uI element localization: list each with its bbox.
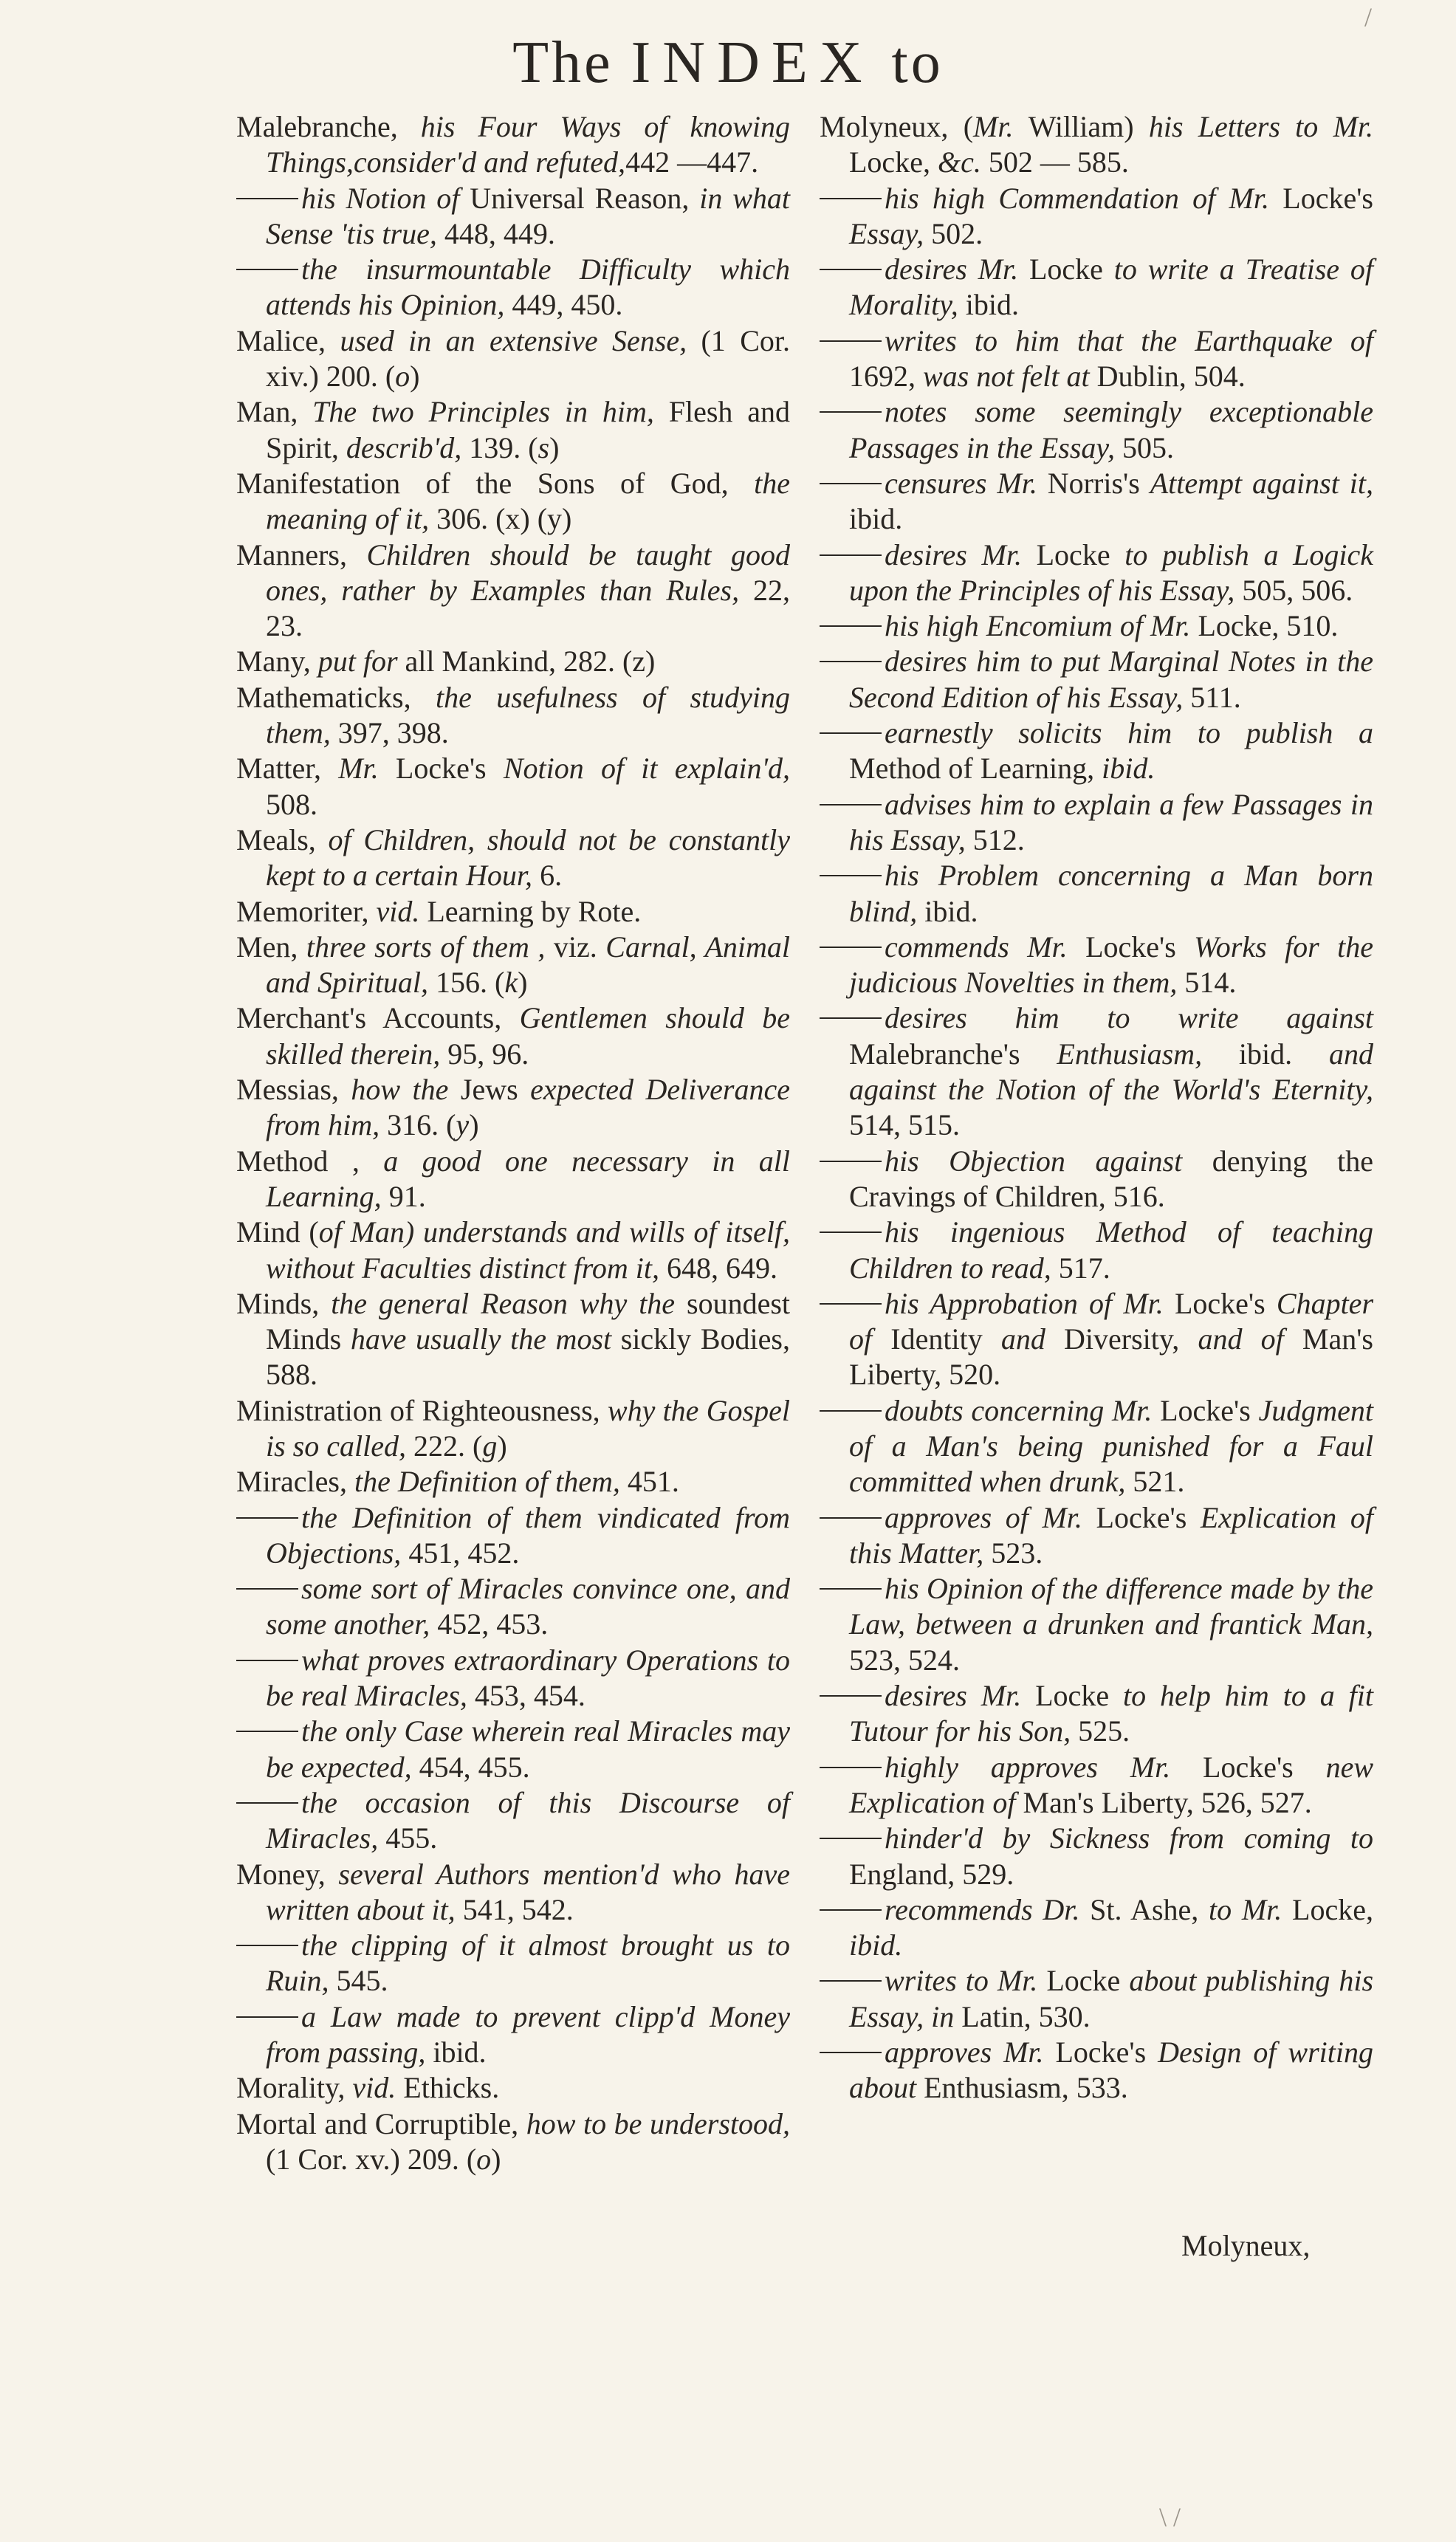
entry-text: ibid. — [1238, 1037, 1329, 1071]
entry-text: desires him to write against — [885, 1001, 1373, 1035]
entry-text: 505. — [1122, 430, 1174, 464]
index-entry — [236, 1393, 790, 1465]
index-subentry — [820, 1500, 1373, 1572]
entry-text: Money, — [236, 1857, 339, 1891]
entry-text: Carnal, Animal and Spiritual, — [266, 930, 791, 1000]
entry-text: 525. — [1078, 1714, 1130, 1748]
index-subentry — [820, 1750, 1373, 1821]
entry-text: Essay, — [849, 216, 932, 250]
entry-text: Mr. — [338, 752, 396, 786]
entry-text: his high Encomium of Mr. — [885, 609, 1198, 643]
entry-text: the occasion of this Discourse of Miracles, — [266, 1785, 790, 1855]
entry-text: Norris's — [1047, 466, 1150, 500]
entry-text: Notion of it explain'd, — [503, 752, 791, 786]
entry-text: Design of writing about — [849, 2036, 1374, 2105]
index-entry — [236, 1215, 790, 1286]
index-subentry — [820, 394, 1373, 466]
entry-text: 451. — [627, 1465, 679, 1499]
entry-text: 1692, — [849, 360, 923, 394]
entry-text: Locke's — [1282, 181, 1373, 215]
index-entry — [236, 2070, 790, 2106]
entry-text: 517. — [1058, 1251, 1110, 1285]
entry-text: desires Mr. — [885, 537, 1037, 571]
entry-text: several Authors mention'd who have written about it, — [266, 1857, 790, 1926]
entry-text: Enthusiasm, 533. — [924, 2071, 1128, 2105]
entry-text: Memoriter, — [236, 894, 377, 928]
entry-text: Ethicks. — [403, 2071, 500, 2105]
index-subentry — [820, 644, 1373, 715]
entry-text: Locke — [1035, 1679, 1123, 1713]
entry-text: 514. — [1184, 966, 1237, 1000]
entry-text: the Definition of them vindicated from Objections, — [266, 1500, 790, 1570]
index-subentry — [236, 252, 790, 323]
entry-text: Messias, — [236, 1073, 351, 1107]
index-entry — [236, 751, 790, 822]
ditto-dash — [820, 1838, 882, 1839]
entry-text: commends Mr. — [885, 930, 1086, 963]
entry-text: 156. ( — [436, 966, 505, 1000]
entry-text: Locke's — [395, 752, 504, 786]
entry-text: Flesh and Spirit, — [266, 395, 790, 464]
ditto-dash — [820, 554, 882, 556]
entry-text: his ingenious Method of teaching Children to read, — [849, 1215, 1373, 1285]
entry-text: and against the Notion of the World's Eternity, — [849, 1037, 1373, 1107]
entry-text: 22, 23. — [266, 573, 790, 643]
entry-text: his Problem concerning a Man born blind, — [849, 859, 1373, 928]
index-entry — [236, 394, 790, 466]
index-entry — [236, 1464, 790, 1500]
entry-text: expected Deliverance from him, — [266, 1073, 790, 1142]
index-subentry — [820, 1393, 1373, 1500]
entry-text: 523. — [991, 1536, 1043, 1570]
entry-text: 316. ( — [387, 1108, 456, 1142]
entry-text: ) — [518, 966, 528, 1000]
entry-text: and of — [1198, 1322, 1302, 1356]
entry-text: Judgment of a Man's being punished for a Faul committed when drunk, — [849, 1393, 1373, 1499]
entry-text: ibid. — [849, 502, 903, 536]
ditto-dash — [820, 1909, 882, 1911]
entry-text: o — [395, 360, 411, 394]
entry-text: 139. ( — [469, 430, 538, 464]
index-entry — [820, 109, 1373, 181]
entry-text: 502. — [931, 216, 983, 250]
entry-text: his Opinion of the difference made by the Law, between a drunken and frantick Man, — [849, 1572, 1373, 1641]
index-entry — [236, 1072, 790, 1144]
entry-text: Ministration of Righteousness, — [236, 1393, 608, 1427]
entry-text: used in an extensive Sense, — [340, 323, 701, 357]
entry-text: Locke — [1046, 1964, 1130, 1998]
entry-text: desires Mr. — [885, 1679, 1036, 1713]
entry-text: why the Gospel is so called, — [266, 1393, 790, 1463]
ditto-dash — [820, 269, 882, 270]
entry-text: Mortal and Corruptible, — [236, 2106, 526, 2140]
ditto-dash — [820, 1303, 882, 1305]
entry-text: William) — [1028, 110, 1149, 143]
entry-text: Chapter of — [849, 1286, 1374, 1356]
ditto-dash — [820, 661, 882, 662]
entry-text: Learning by Rote. — [427, 894, 642, 928]
index-subentry — [820, 930, 1373, 1001]
ditto-dash — [236, 198, 298, 199]
ditto-dash — [236, 1945, 298, 1946]
index-entry — [236, 537, 790, 645]
ditto-dash — [820, 411, 882, 413]
entry-text: all Mankind, 282. (z) — [405, 645, 656, 679]
entry-text: Locke — [1029, 253, 1114, 286]
index-subentry — [820, 858, 1373, 930]
entry-text: viz. — [553, 930, 606, 963]
entry-text: Man's Liberty, 526, 527. — [1023, 1785, 1312, 1819]
entry-text: to Mr. — [1209, 1892, 1293, 1926]
entry-text: 512. — [972, 822, 1025, 856]
entry-text: 222. ( — [413, 1429, 483, 1463]
index-subentry — [236, 1571, 790, 1643]
ditto-dash — [820, 1161, 882, 1162]
entry-text: 511. — [1190, 680, 1241, 714]
index-entry — [236, 822, 790, 894]
entry-text: have usually the most — [350, 1322, 621, 1356]
index-subentry — [820, 1144, 1373, 1215]
entry-text: 397, 398. — [337, 716, 449, 750]
header-suffix: to — [891, 30, 944, 95]
index-subentry — [820, 1000, 1373, 1143]
entry-text: &c. — [937, 145, 989, 179]
ditto-dash — [820, 1767, 882, 1768]
entry-text: censures Mr. — [885, 466, 1048, 500]
entry-text: Morality, — [236, 2071, 353, 2105]
entry-text: Locke, — [849, 145, 938, 179]
index-subentry — [236, 1928, 790, 1999]
entry-text: ibid. — [1102, 752, 1155, 786]
entry-text: approves of Mr. — [885, 1500, 1096, 1534]
entry-text: the general Reason why the — [331, 1286, 687, 1320]
entry-text: doubts concerning Mr. — [885, 1393, 1161, 1427]
entry-text: Latin, 530. — [961, 1999, 1091, 2033]
entry-text: his high Commendation of Mr. — [885, 181, 1283, 215]
index-entry — [236, 466, 790, 537]
entry-text: Identity — [890, 1322, 1001, 1356]
entry-text: to write a Treatise of Morality, — [849, 253, 1373, 322]
entry-text: England, 529. — [849, 1857, 1014, 1891]
entry-text: Locke — [1036, 537, 1125, 571]
ditto-dash — [820, 875, 882, 876]
entry-text: a Law made to prevent clipp'd Money from passing, — [266, 1999, 790, 2069]
index-entry — [236, 644, 790, 679]
entry-text: hinder'd by Sickness from coming to — [885, 1821, 1373, 1855]
entry-text: of Man) understands and wills of itself, without Faculties distinct from it, — [266, 1215, 791, 1285]
ditto-dash — [820, 1980, 882, 1982]
entry-text: o — [476, 2142, 492, 2176]
entry-text: Minds, — [236, 1286, 332, 1320]
entry-text: 6. — [540, 859, 563, 893]
entry-text: the clipping of it almost brought us to Ruin, — [266, 1928, 790, 1998]
running-header — [0, 30, 1456, 97]
entry-text: 95, 96. — [447, 1037, 529, 1071]
entry-text: Enthusiasm, — [1057, 1037, 1239, 1071]
entry-text: how the — [351, 1073, 461, 1107]
entry-text: 505, 506. — [1242, 573, 1353, 607]
entry-text: Locke's — [1174, 1286, 1277, 1320]
ditto-dash — [820, 2052, 882, 2053]
ditto-dash — [820, 1588, 882, 1590]
index-subentry — [820, 252, 1373, 323]
ditto-dash — [820, 483, 882, 484]
entry-text: 306. (x) (y) — [436, 502, 572, 536]
entry-text: ibid. — [924, 894, 978, 928]
entry-text: desires him to put Marginal Notes in the Second Edition of his Essay, — [849, 645, 1373, 714]
entry-text: ) — [469, 1108, 479, 1142]
entry-text: Matter, — [236, 752, 339, 786]
index-subentry — [236, 1999, 790, 2071]
index-subentry — [820, 466, 1373, 537]
index-entry — [236, 1857, 790, 1928]
entry-text: Locke's — [1085, 930, 1195, 963]
index-subentry — [820, 181, 1373, 253]
ditto-dash — [820, 1017, 882, 1019]
entry-text: Locke's — [1160, 1393, 1259, 1427]
index-entry — [236, 109, 790, 181]
entry-text: his Four Ways of knowing Things,consider'd and refuted, — [266, 110, 790, 179]
entry-text: three sorts of them , — [306, 930, 554, 963]
header-caps: INDEX — [631, 30, 874, 95]
entry-text: Mind ( — [236, 1215, 319, 1249]
entry-text: (1 Cor. xv.) 209. ( — [266, 2142, 477, 2176]
entry-text: 545. — [336, 1964, 388, 1998]
index-subentry — [820, 2035, 1373, 2106]
entry-text: Explication of this Matter, — [849, 1500, 1373, 1570]
ditto-dash — [236, 1517, 298, 1519]
entry-text: Molyneux, ( — [820, 110, 974, 143]
entry-text: 455. — [385, 1821, 438, 1855]
entry-text: the insurmountable Difficulty which attends his Opinion, — [266, 253, 790, 322]
entry-text: recommends Dr. — [885, 1892, 1091, 1926]
entry-text: 523, 524. — [849, 1643, 960, 1677]
ditto-dash — [820, 1695, 882, 1697]
entry-text: soundest Minds — [266, 1286, 790, 1356]
margin-mark-top: / — [1364, 2, 1373, 32]
entry-text: Method of Learning, — [849, 752, 1102, 786]
entry-text: to help him to a fit Tutour for his Son, — [849, 1679, 1373, 1748]
entry-text: Manifestation of the Sons of God, — [236, 466, 755, 500]
index-entry — [236, 1286, 790, 1393]
entry-text: his Objection against — [885, 1144, 1212, 1178]
ditto-dash — [236, 1731, 298, 1732]
index-subentry — [236, 1500, 790, 1572]
entry-text: 508. — [266, 787, 317, 821]
ditto-dash — [236, 269, 298, 270]
entry-text: new Explication of — [849, 1750, 1373, 1819]
entry-text: Manners, — [236, 537, 367, 571]
entry-text: Malebranche's — [849, 1037, 1057, 1071]
ditto-dash — [820, 1517, 882, 1519]
entry-text: ) — [497, 1429, 507, 1463]
entry-text: Locke, — [1292, 1892, 1373, 1926]
index-subentry — [820, 1571, 1373, 1678]
entry-text: sickly Bodies, 588. — [266, 1322, 790, 1392]
entry-text: g — [482, 1429, 498, 1463]
entry-text: put for — [317, 645, 405, 679]
entry-text: Mathematicks, — [236, 680, 436, 714]
entry-text: 454, 455. — [419, 1750, 530, 1784]
entry-text: Men, — [236, 930, 306, 963]
ditto-dash — [820, 625, 882, 627]
entry-text: 451, 452. — [408, 1536, 520, 1570]
entry-text: Diversity, — [1064, 1322, 1198, 1356]
entry-text: Mr. — [973, 110, 1029, 143]
margin-mark-bottom: \ / — [1159, 2502, 1181, 2532]
entry-text: Locke's — [1203, 1750, 1326, 1784]
index-subentry — [820, 608, 1373, 644]
index-entry — [236, 1000, 790, 1072]
index-entry — [236, 680, 790, 752]
entry-text: Meals, — [236, 822, 329, 856]
entry-text: earnestly solicits him to publish a — [885, 716, 1373, 750]
entry-text: 448, 449. — [444, 216, 555, 250]
ditto-dash — [820, 1232, 882, 1233]
index-entry — [236, 1144, 790, 1215]
index-subentry — [820, 715, 1373, 787]
entry-text: 521. — [1133, 1465, 1185, 1499]
entry-text: and — [1000, 1322, 1065, 1356]
entry-text: of Children, should not be constantly kept to a certain Hour, — [266, 822, 790, 893]
entry-text: desires Mr. — [885, 253, 1029, 286]
index-column-right — [820, 109, 1373, 2106]
entry-text: his Notion of — [301, 181, 470, 215]
index-subentry — [236, 181, 790, 253]
index-subentry — [236, 1643, 790, 1714]
index-subentry — [820, 1892, 1373, 1964]
entry-text: Method , — [236, 1144, 384, 1178]
entry-text: the meaning of it, — [266, 466, 790, 536]
entry-text: Locke's — [1096, 1500, 1201, 1534]
index-entry — [236, 2106, 790, 2178]
entry-text: 514, 515. — [849, 1108, 960, 1142]
entry-text: Dublin, 504. — [1096, 360, 1246, 394]
ditto-dash — [236, 1802, 298, 1804]
index-subentry — [820, 1821, 1373, 1892]
entry-text: Locke, 510. — [1198, 609, 1339, 643]
entry-text: s — [538, 430, 550, 464]
catchword: Molyneux, — [1181, 2229, 1311, 2262]
index-subentry — [820, 537, 1373, 609]
index-subentry — [820, 1678, 1373, 1750]
entry-text: advises him to explain a few Passages in his Essay, — [849, 787, 1373, 856]
entry-text: 502 — 585. — [988, 145, 1129, 179]
entry-text: to publish a Logick upon the Principles of his Essay, — [849, 537, 1373, 607]
entry-text: (1 Cor. xiv.) 200. ( — [266, 323, 790, 394]
entry-text: the usefulness of studying them, — [266, 680, 790, 750]
index-subentry — [236, 1714, 790, 1785]
entry-text: Many, — [236, 645, 318, 679]
index-entry — [236, 323, 790, 395]
index-entry — [236, 894, 790, 930]
entry-text: Works for the judicious Novelties in them, — [849, 930, 1373, 1000]
entry-text: 449, 450. — [512, 288, 623, 322]
entry-text: The two Principles in him, — [312, 395, 669, 429]
entry-text: notes some seemingly exceptionable Passages in the Essay, — [849, 395, 1373, 464]
entry-text: writes to him that the Earthquake of — [885, 323, 1373, 357]
entry-text: ) — [549, 430, 560, 464]
entry-text: Jews — [460, 1073, 531, 1107]
index-subentry — [820, 1215, 1373, 1286]
entry-text: ) — [410, 360, 420, 394]
entry-text: Attempt against it, — [1150, 466, 1374, 500]
entry-text: ibid. — [849, 1928, 903, 1962]
entry-text: what proves extraordinary Operations to be real Miracles, — [266, 1643, 790, 1713]
entry-text: 453, 454. — [474, 1679, 586, 1713]
entry-text: 452, 453. — [437, 1607, 549, 1641]
ditto-dash — [236, 1588, 298, 1590]
entry-text: a good one necessary in all Learning, — [266, 1144, 791, 1213]
entry-text: k — [504, 966, 518, 1000]
entry-text: 91. — [388, 1179, 426, 1213]
index-column-left — [236, 109, 790, 2177]
entry-text: highly approves Mr. — [885, 1750, 1203, 1784]
index-subentry — [820, 1286, 1373, 1393]
ditto-dash — [820, 732, 882, 734]
entry-text: 648, 649. — [666, 1251, 777, 1285]
entry-text: the only Case wherein real Miracles may be expected, — [266, 1714, 790, 1784]
index-subentry — [820, 1963, 1373, 2035]
entry-text: St. Ashe, — [1090, 1892, 1209, 1926]
entry-text: ibid. — [965, 288, 1020, 322]
entry-text: approves Mr. — [885, 2036, 1056, 2069]
entry-text: describ'd, — [346, 430, 470, 464]
entry-text: Man's Liberty, 520. — [849, 1322, 1373, 1392]
ditto-dash — [820, 340, 882, 342]
entry-text: denying the Cravings of Children, 516. — [849, 1144, 1373, 1213]
entry-text: Merchant's Accounts, — [236, 1001, 520, 1035]
entry-text: the Definition of them, — [354, 1465, 628, 1499]
entry-text: about publishing his Essay, in — [849, 1964, 1374, 2033]
entry-text: how to be understood, — [526, 2106, 790, 2140]
entry-text: vid. — [376, 894, 427, 928]
entry-text: Universal Reason, — [470, 181, 700, 215]
ditto-dash — [820, 947, 882, 948]
entry-text: his Approbation of Mr. — [885, 1286, 1175, 1320]
entry-text: was not felt at — [923, 360, 1097, 394]
entry-text: some sort of Miracles convince one, and some another, — [266, 1572, 790, 1641]
entry-text: Man, — [236, 395, 313, 429]
ditto-dash — [236, 2016, 298, 2018]
entry-text: Miracles, — [236, 1465, 354, 1499]
entry-text: Children should be taught good ones, rather by Examples than Rules, — [266, 537, 791, 607]
ditto-dash — [820, 198, 882, 199]
index-subentry — [820, 787, 1373, 859]
entry-text: writes to Mr. — [885, 1964, 1047, 1998]
index-entry — [236, 930, 790, 1001]
entry-text: 541, 542. — [462, 1892, 574, 1926]
ditto-dash — [820, 804, 882, 805]
entry-text: ibid. — [433, 2036, 487, 2069]
entry-text: Locke's — [1055, 2036, 1158, 2069]
entry-text: Malebranche, — [236, 110, 421, 143]
entry-text: in what Sense 'tis true, — [266, 181, 791, 250]
entry-text: ) — [491, 2142, 501, 2176]
entry-text: his Letters to Mr. — [1148, 110, 1374, 143]
entry-text: y — [456, 1108, 470, 1142]
ditto-dash — [820, 1410, 882, 1412]
index-subentry — [820, 323, 1373, 395]
entry-text: Malice, — [236, 323, 340, 357]
index-subentry — [236, 1785, 790, 1857]
header-prefix: The — [512, 30, 614, 95]
entry-text: vid. — [352, 2071, 404, 2105]
ditto-dash — [236, 1660, 298, 1661]
entry-text: Gentlemen should be skilled therein, — [266, 1001, 790, 1071]
entry-text: 442 —447. — [625, 145, 759, 179]
